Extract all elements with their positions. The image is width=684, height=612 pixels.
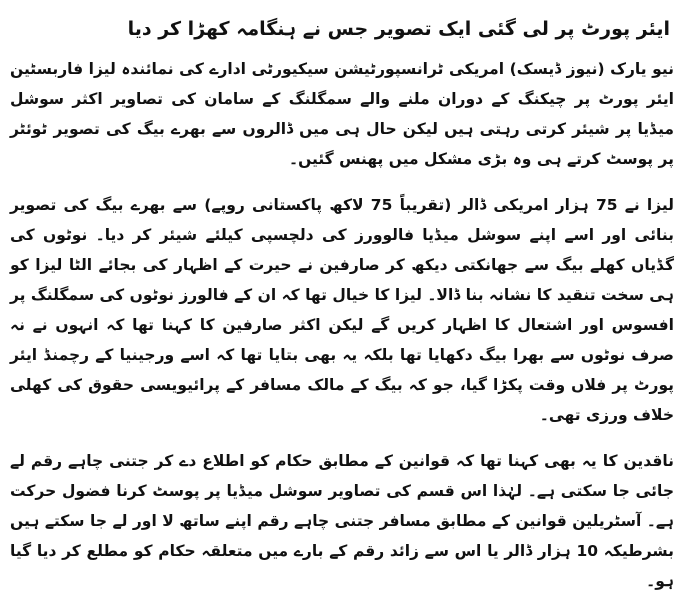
article-paragraph-2: لیزا نے 75 ہزار امریکی ڈالر (تقریباً 75 لاکھ پاکستانی روپے) سے بھرے بیگ کی تصویر بنائی اور اسے اپنے سوشل میڈیا فالوورز کی دلچسپی کیلئے شیئر کر دیا۔ نوٹوں کی گڈیاں کھلے بیگ سے جھانکتی دیکھ کر صارفین نے حیرت کے اظہار کی بجائے الٹا لیزا کو ہی سخت تنقید کا نشانہ بنا ڈالا۔ لیزا کا خیال تھا کہ ان کے فالورز نوٹوں کی سمگلنگ پر افسوس اور اشتعال کا اظہار کریں گے لیکن اکثر صارفین کا کہنا تھا کہ انہوں نے نہ صرف نوٹوں سے بھرا بیگ دکھایا تھا بلکہ یہ بھی بتایا تھا کہ اسے ورجینیا کے رچمنڈ ایئر پورٹ پر فلاں وقت پکڑا گیا، جو کہ بیگ کے مالک مسافر کے پرائیویسی حقوق کی کھلی خلاف ورزی تھی۔ [10, 196, 674, 424]
news-article [10, 12, 674, 612]
article-headline: ایئر پورٹ پر لی گئی ایک تصویر جس نے ہنگامہ کھڑا کر دیا [127, 18, 670, 40]
article-paragraph-1: نیو یارک (نیوز ڈیسک) امریکی ٹرانسپورٹیشن سیکیورٹی ادارے کی نمائندہ لیزا فاربسٹین ایئر پورٹ پر چیکنگ کے دوران ملنے والے سمگلنگ کے سامان کی تصاویر اکثر سوشل میڈیا پر شیئر کرتی رہتی ہیں لیکن حال ہی میں ڈالروں سے بھرے بیگ کی تصویر ٹوئٹر پر پوسٹ کرتے ہی وہ بڑی مشکل میں پھنس گئیں۔ [10, 60, 674, 168]
article-paragraph-3: ناقدین کا یہ بھی کہنا تھا کہ قوانین کے مطابق حکام کو اطلاع دے کر جتنی چاہے رقم لے جائی جا سکتی ہے۔ لہٰذا اس قسم کی تصاویر سوشل میڈیا پر پوسٹ کرنا فضول حرکت ہے۔ آسٹریلین قوانین کے مطابق مسافر جتنی چاہے رقم اپنے ساتھ لا اور لے جا سکتے ہیں بشرطیکہ 10 ہزار ڈالر یا اس سے زائد رقم کے بارے میں متعلقہ حکام کو مطلع کر دیا گیا ہو۔ [10, 452, 675, 590]
